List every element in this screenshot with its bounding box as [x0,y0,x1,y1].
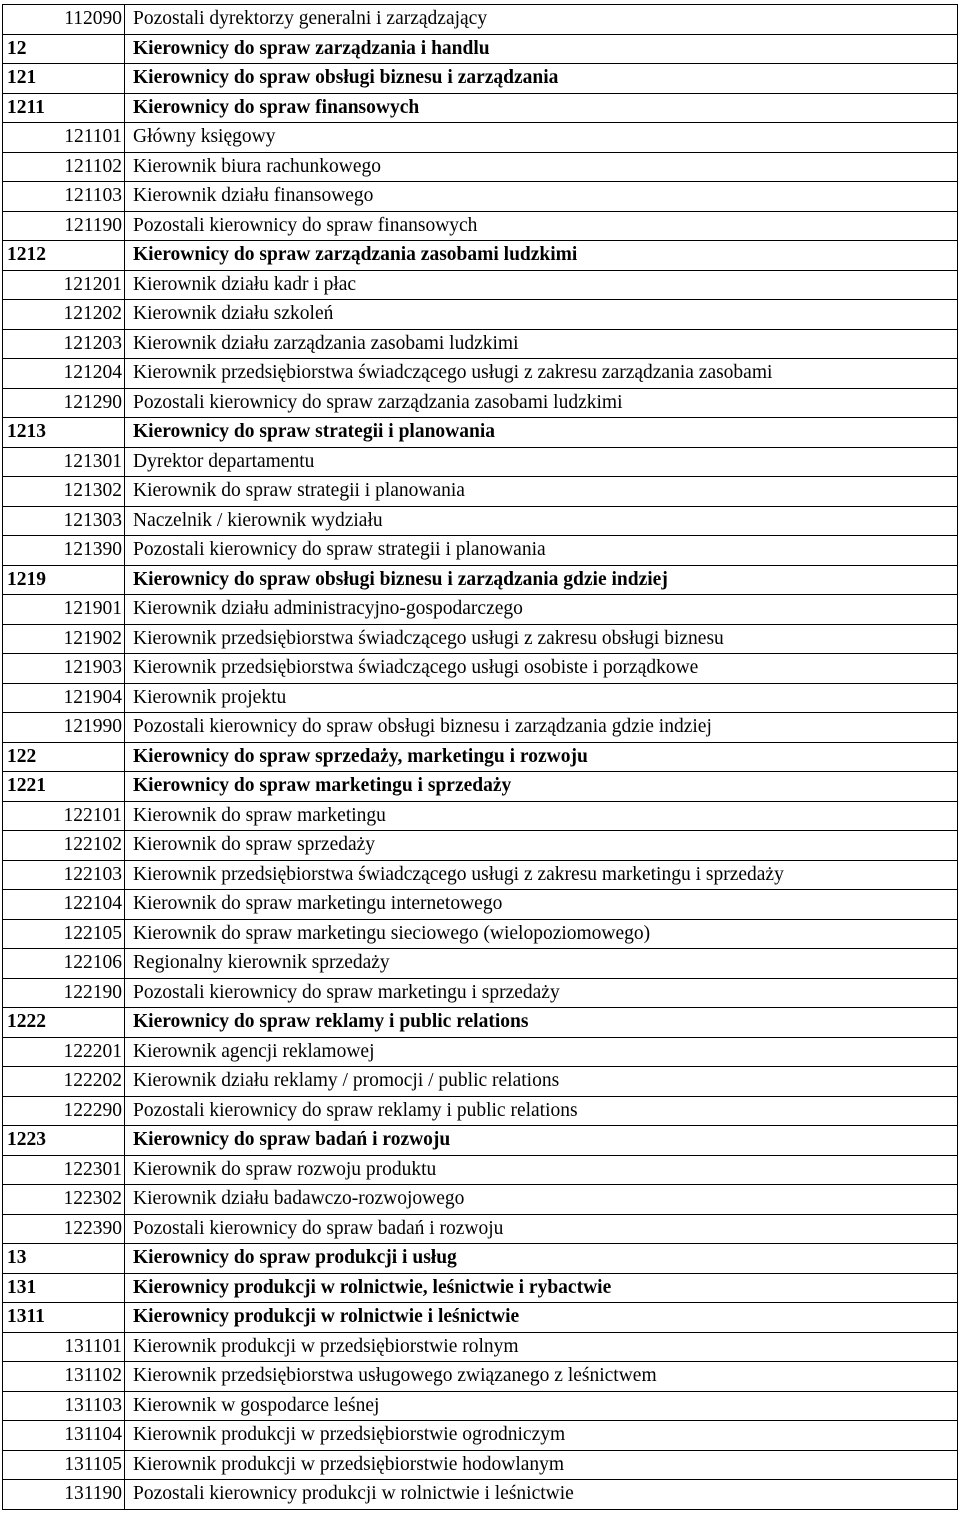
group-row [3,418,958,448]
occupation-name: Kierownik do spraw sprzedaży [125,831,958,861]
table-row [3,1480,958,1510]
table-row [3,1421,958,1451]
occupation-name: Pozostali kierownicy do spraw zarządzania zasobami ludzkimi [125,388,958,418]
table-row [3,152,958,182]
occupation-code: 112090 [3,5,125,35]
occupation-code: 122101 [3,801,125,831]
occupation-name: Kierownik działu szkoleń [125,300,958,330]
table-row [3,595,958,625]
occupation-code: 121904 [3,683,125,713]
occupation-name: Pozostali kierownicy do spraw badań i rozwoju [125,1214,958,1244]
occupation-code: 1219 [3,565,125,595]
occupation-code: 121901 [3,595,125,625]
occupation-name: Pozostali kierownicy do spraw strategii i planowania [125,536,958,566]
occupation-code: 122201 [3,1037,125,1067]
occupation-code: 122290 [3,1096,125,1126]
table-row [3,1067,958,1097]
table-row [3,683,958,713]
occupation-code: 122103 [3,860,125,890]
table-row [3,1155,958,1185]
occupation-name: Kierownik przedsiębiorstwa świadczącego usługi z zakresu obsługi biznesu [125,624,958,654]
occupation-code: 122190 [3,978,125,1008]
occupation-code: 1221 [3,772,125,802]
occupation-code: 131102 [3,1362,125,1392]
occupation-name: Pozostali kierownicy do spraw finansowych [125,211,958,241]
table-row [3,359,958,389]
occupation-name: Kierownik działu administracyjno-gospodarczego [125,595,958,625]
occupation-name: Kierownik biura rachunkowego [125,152,958,182]
table-row [3,447,958,477]
occupation-code: 121990 [3,713,125,743]
table-row [3,624,958,654]
occupation-code: 131190 [3,1480,125,1510]
occupation-code: 122390 [3,1214,125,1244]
occupation-code: 121303 [3,506,125,536]
occupation-code: 121201 [3,270,125,300]
occupation-name: Kierownicy do spraw zarządzania zasobami ludzkimi [125,241,958,271]
occupation-name: Pozostali kierownicy produkcji w rolnictwie i leśnictwie [125,1480,958,1510]
occupation-code: 121102 [3,152,125,182]
occupation-name: Kierownicy produkcji w rolnictwie i leśnictwie [125,1303,958,1333]
occupation-code: 122106 [3,949,125,979]
occupation-code: 121203 [3,329,125,359]
occupation-name: Pozostali kierownicy do spraw reklamy i public relations [125,1096,958,1126]
table-row [3,211,958,241]
table-row [3,978,958,1008]
table-row [3,1391,958,1421]
occupation-code: 13 [3,1244,125,1274]
group-row [3,1273,958,1303]
occupation-name: Kierownik produkcji w przedsiębiorstwie ogrodniczym [125,1421,958,1451]
table-row [3,1214,958,1244]
occupation-code: 122104 [3,890,125,920]
table-row [3,831,958,861]
table-row [3,890,958,920]
occupation-name: Kierownicy do spraw reklamy i public relations [125,1008,958,1038]
occupation-name: Kierownik projektu [125,683,958,713]
group-row [3,742,958,772]
occupation-code: 131103 [3,1391,125,1421]
occupation-code: 121290 [3,388,125,418]
group-row [3,64,958,94]
occupation-name: Kierownik do spraw marketingu sieciowego (wielopoziomowego) [125,919,958,949]
occupation-name: Kierownik do spraw marketingu internetowego [125,890,958,920]
group-row [3,772,958,802]
table-row [3,477,958,507]
group-row [3,1303,958,1333]
occupation-name: Kierownicy produkcji w rolnictwie, leśnictwie i rybactwie [125,1273,958,1303]
group-row [3,1008,958,1038]
occupation-name: Kierownicy do spraw strategii i planowania [125,418,958,448]
occupation-name: Kierownik do spraw strategii i planowania [125,477,958,507]
occupation-name: Kierownik agencji reklamowej [125,1037,958,1067]
occupation-name: Kierownicy do spraw produkcji i usług [125,1244,958,1274]
table-row [3,329,958,359]
occupation-name: Kierownik działu reklamy / promocji / public relations [125,1067,958,1097]
occupation-code: 121101 [3,123,125,153]
table-row [3,123,958,153]
table-row [3,506,958,536]
occupation-name: Kierownik produkcji w przedsiębiorstwie rolnym [125,1332,958,1362]
table-row [3,388,958,418]
occupation-name: Kierownicy do spraw obsługi biznesu i zarządzania [125,64,958,94]
table-row [3,919,958,949]
occupation-name: Kierownicy do spraw obsługi biznesu i zarządzania gdzie indziej [125,565,958,595]
group-row [3,34,958,64]
table-row [3,1185,958,1215]
group-row [3,93,958,123]
group-row [3,565,958,595]
occupation-name: Kierownik do spraw marketingu [125,801,958,831]
occupation-name: Kierownik przedsiębiorstwa świadczącego usługi z zakresu zarządzania zasobami [125,359,958,389]
occupation-name: Kierownicy do spraw zarządzania i handlu [125,34,958,64]
occupation-code: 121902 [3,624,125,654]
occupation-name: Kierownicy do spraw finansowych [125,93,958,123]
occupation-code: 1223 [3,1126,125,1156]
occupation-code: 121301 [3,447,125,477]
occupation-code: 121204 [3,359,125,389]
table-row [3,1096,958,1126]
occupation-name: Kierownicy do spraw badań i rozwoju [125,1126,958,1156]
occupation-code: 131104 [3,1421,125,1451]
occupation-code: 121190 [3,211,125,241]
occupation-code: 1211 [3,93,125,123]
occupation-code: 121302 [3,477,125,507]
occupation-name: Pozostali kierownicy do spraw marketingu i sprzedaży [125,978,958,1008]
occupation-name: Kierownik działu badawczo-rozwojowego [125,1185,958,1215]
occupation-name: Kierownik produkcji w przedsiębiorstwie hodowlanym [125,1450,958,1480]
group-row [3,241,958,271]
occupation-code: 1212 [3,241,125,271]
table-row [3,860,958,890]
occupation-name: Dyrektor departamentu [125,447,958,477]
occupation-code: 121 [3,64,125,94]
occupation-name: Kierownik przedsiębiorstwa świadczącego usługi osobiste i porządkowe [125,654,958,684]
table-row [3,949,958,979]
occupation-code: 1222 [3,1008,125,1038]
table-row [3,1332,958,1362]
occupation-code: 122301 [3,1155,125,1185]
occupation-name: Kierownik działu zarządzania zasobami ludzkimi [125,329,958,359]
table-row [3,713,958,743]
occupation-name: Regionalny kierownik sprzedaży [125,949,958,979]
occupation-name: Kierownik działu kadr i płac [125,270,958,300]
occupation-code: 121202 [3,300,125,330]
occupation-code: 122105 [3,919,125,949]
occupation-name: Kierownik w gospodarce leśnej [125,1391,958,1421]
occupation-code: 131 [3,1273,125,1303]
group-row [3,1126,958,1156]
table-row [3,1362,958,1392]
table-row [3,801,958,831]
occupation-code-table [2,4,958,1510]
occupation-name: Kierownik przedsiębiorstwa usługowego związanego z leśnictwem [125,1362,958,1392]
occupation-code: 131101 [3,1332,125,1362]
occupation-code: 1213 [3,418,125,448]
occupation-code: 131105 [3,1450,125,1480]
occupation-name: Naczelnik / kierownik wydziału [125,506,958,536]
table-body [3,5,958,1510]
occupation-code: 122302 [3,1185,125,1215]
occupation-code: 122202 [3,1067,125,1097]
occupation-classification-document [2,4,957,1510]
table-row [3,536,958,566]
occupation-name: Główny księgowy [125,123,958,153]
occupation-name: Kierownik do spraw rozwoju produktu [125,1155,958,1185]
occupation-code: 122102 [3,831,125,861]
occupation-name: Kierownik przedsiębiorstwa świadczącego usługi z zakresu marketingu i sprzedaży [125,860,958,890]
table-row [3,270,958,300]
occupation-code: 121390 [3,536,125,566]
occupation-name: Kierownik działu finansowego [125,182,958,212]
table-row [3,1450,958,1480]
occupation-code: 122 [3,742,125,772]
occupation-code: 121903 [3,654,125,684]
occupation-code: 121103 [3,182,125,212]
table-row [3,5,958,35]
table-row [3,182,958,212]
occupation-code: 1311 [3,1303,125,1333]
occupation-name: Pozostali dyrektorzy generalni i zarządzający [125,5,958,35]
occupation-name: Kierownicy do spraw marketingu i sprzedaży [125,772,958,802]
group-row [3,1244,958,1274]
table-row [3,1037,958,1067]
table-row [3,654,958,684]
table-row [3,300,958,330]
occupation-name: Pozostali kierownicy do spraw obsługi biznesu i zarządzania gdzie indziej [125,713,958,743]
occupation-name: Kierownicy do spraw sprzedaży, marketingu i rozwoju [125,742,958,772]
occupation-code: 12 [3,34,125,64]
